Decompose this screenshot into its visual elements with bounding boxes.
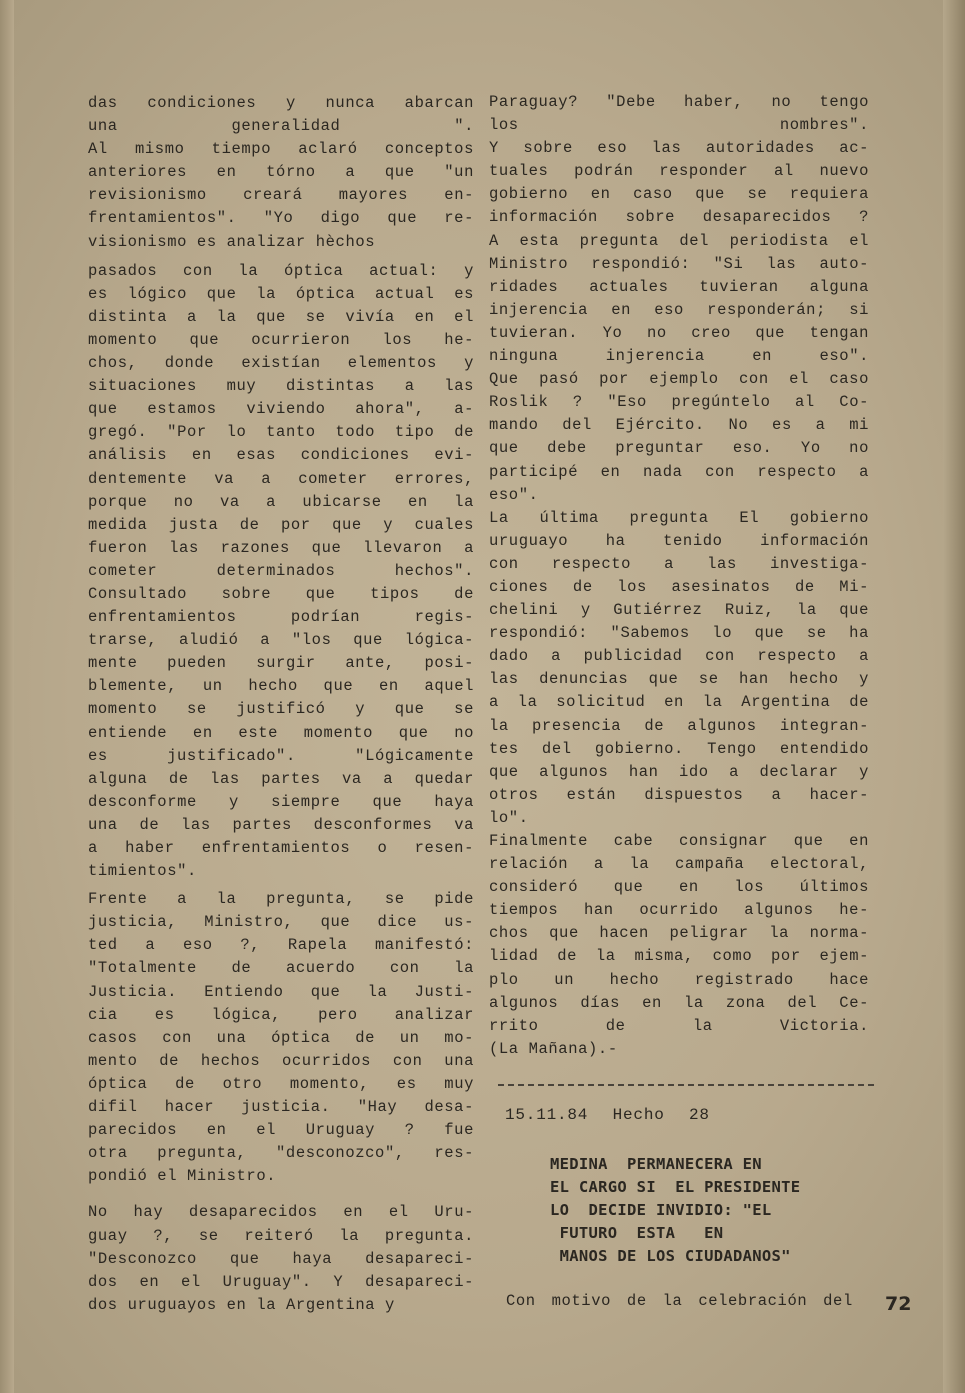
- text-line: análisis en esas condiciones evi-: [88, 446, 474, 465]
- text-line: justicia, Ministro, que dice us-: [88, 913, 474, 932]
- text-line: dos uruguayos en la Argentina y: [88, 1295, 395, 1314]
- text-line: blemente, un hecho que en aquel: [88, 677, 474, 696]
- text-line: pasados con la óptica actual: y: [88, 261, 474, 280]
- text-line: Frente a la pregunta, se pide: [88, 890, 474, 909]
- text-line: visionismo es analizar hèchos: [88, 232, 376, 251]
- text-line: No hay desaparecidos en el Uru-: [88, 1203, 474, 1222]
- headline-line: FUTURO ESTA EN: [550, 1224, 724, 1242]
- paragraph: [88, 888, 474, 1188]
- text-line: Roslik ? "Eso pregúntelo al Co-: [489, 393, 869, 412]
- text-line: situaciones muy distintas a las: [88, 377, 474, 396]
- article-intro: Con motivo de la celebración del: [506, 1292, 853, 1310]
- text-line: tiempos han ocurrido algunos he-: [489, 901, 869, 920]
- text-line: cia es lógica, pero analizar: [88, 1005, 474, 1024]
- paragraph: [88, 260, 474, 884]
- text-line: tes del gobierno. Tengo entendido: [489, 739, 869, 758]
- text-line: frentamientos". "Yo digo que re-: [88, 209, 474, 228]
- dateline: 15.11.84 Hecho 28: [505, 1106, 710, 1124]
- text-line: alguna de las partes va a quedar: [88, 769, 474, 788]
- text-line: otros están dispuestos a hacer-: [489, 785, 869, 804]
- text-line: parecidos en el Uruguay ? fue: [88, 1121, 474, 1140]
- text-line: Que pasó por ejemplo con el caso: [489, 370, 869, 389]
- text-line: Paraguay? "Debe haber, no tengo: [489, 93, 869, 111]
- text-line: anteriores en tórno a que "un: [88, 163, 474, 182]
- text-line: que estamos viviendo ahora", a-: [88, 400, 474, 419]
- text-line: es justificado". "Lógicamente: [88, 746, 474, 765]
- paragraph: [489, 91, 869, 1061]
- text-line: timientos".: [88, 862, 197, 881]
- text-line: medida justa de por que y cuales: [88, 515, 474, 534]
- text-line: dentemente va a cometer errores,: [88, 469, 474, 488]
- text-line: rrito de la Victoria.: [489, 1016, 869, 1035]
- right-column: [489, 91, 869, 1061]
- text-line: tuales podrán responder al nuevo: [489, 162, 869, 181]
- text-line: mando del Ejército. No es a mi: [489, 416, 869, 435]
- text-line: es lógico que la óptica actual es: [88, 284, 474, 303]
- headline-line: EL CARGO SI EL PRESIDENTE: [550, 1178, 801, 1196]
- text-line: (La Mañana).-: [489, 1039, 618, 1058]
- text-line: algunos días en la zona del Ce-: [489, 993, 869, 1012]
- text-line: las denuncias que se han hecho y: [489, 670, 869, 689]
- text-line: eso".: [489, 485, 539, 504]
- page-edge-left: [0, 0, 14, 1393]
- text-line: una generalidad ".: [88, 117, 474, 136]
- text-line: A esta pregunta del periodista el: [489, 231, 869, 250]
- text-line: relación a la campaña electoral,: [489, 855, 869, 874]
- text-line: ridades actuales tuvieran alguna: [489, 277, 869, 296]
- text-line: ciones de los asesinatos de Mi-: [489, 577, 869, 596]
- text-line: tuvieran. Yo no creo que tengan: [489, 323, 869, 342]
- text-line: cometer determinados hechos".: [88, 561, 474, 580]
- text-line: mente pueden surgir ante, posi-: [88, 654, 474, 673]
- page-edge-right: [943, 0, 965, 1393]
- text-line: momento que ocurrieron los he-: [88, 330, 474, 349]
- text-line: distinta a la que se vivía en el: [88, 307, 474, 326]
- text-line: injerencia en eso responderán; si: [489, 300, 869, 319]
- text-line: Al mismo tiempo aclaró conceptos: [88, 140, 474, 159]
- text-line: consideró que en los últimos: [489, 878, 869, 897]
- text-line: a la solicitud en la Argentina de: [489, 693, 869, 712]
- text-line: porque no va a ubicarse en la: [88, 492, 474, 511]
- text-line: casos con una óptica de un mo-: [88, 1028, 474, 1047]
- text-line: trarse, aludió a "los que lógica-: [88, 631, 474, 650]
- text-line: das condiciones y nunca abarcan: [88, 94, 474, 112]
- text-line: otra pregunta, "desconozco", res-: [88, 1144, 474, 1163]
- text-line: gobierno en caso que se requiera: [489, 185, 869, 204]
- text-line: uruguayo ha tenido información: [489, 531, 869, 550]
- text-line: enfrentamientos podrían regis-: [88, 608, 474, 627]
- text-line: respondió: "Sabemos lo que se ha: [489, 624, 869, 643]
- text-line: difil hacer justicia. "Hay desa-: [88, 1098, 474, 1117]
- text-line: una de las partes desconformes va: [88, 815, 474, 834]
- text-line: gregó. "Por lo tanto todo tipo de: [88, 423, 474, 442]
- text-line: óptica de otro momento, es muy: [88, 1074, 474, 1093]
- headline-line: MANOS DE LOS CIUDADANOS": [550, 1247, 791, 1265]
- paragraph: [88, 92, 474, 254]
- text-line: "Totalmente de acuerdo con la: [88, 959, 474, 978]
- text-line: Ministro respondió: "Si las auto-: [489, 254, 869, 273]
- text-line: chos que hacen peligrar la norma-: [489, 924, 869, 943]
- text-line: que algunos han ido a declarar y: [489, 762, 869, 781]
- text-line: ninguna injerencia en eso".: [489, 347, 869, 366]
- paragraph: [88, 1201, 474, 1316]
- text-line: Y sobre eso las autoridades ac-: [489, 139, 869, 158]
- text-line: desconforme y siempre que haya: [88, 792, 474, 811]
- text-line: plo un hecho registrado hace: [489, 970, 869, 989]
- text-line: chos, donde existían elementos y: [88, 354, 474, 373]
- text-line: dado a publicidad con respecto a: [489, 647, 869, 666]
- text-line: a haber enfrentamientos o resen-: [88, 839, 474, 857]
- headline: [550, 1153, 800, 1268]
- headline-line: MEDINA PERMANECERA EN: [550, 1155, 762, 1173]
- left-column: [88, 92, 474, 1317]
- text-line: entiende en este momento que no: [88, 723, 474, 742]
- text-line: "Desconozco que haya desapareci-: [88, 1249, 474, 1268]
- text-line: Consultado sobre que tipos de: [88, 584, 474, 603]
- text-line: Finalmente cabe consignar que en: [489, 832, 869, 850]
- text-line: que debe preguntar eso. Yo no: [489, 439, 869, 458]
- text-line: los nombres".: [489, 116, 869, 135]
- text-line: participé en nada con respecto a: [489, 462, 869, 481]
- dashed-separator: [498, 1084, 874, 1086]
- text-line: dos en el Uruguay". Y desapareci-: [88, 1272, 474, 1291]
- text-line: con respecto a las investiga-: [489, 554, 869, 573]
- text-line: momento se justificó y que se: [88, 700, 474, 719]
- text-line: información sobre desaparecidos ?: [489, 208, 869, 227]
- text-line: Justicia. Entiendo que la Justi-: [88, 982, 474, 1001]
- text-line: fueron las razones que llevaron a: [88, 538, 474, 557]
- text-line: guay ?, se reiteró la pregunta.: [88, 1226, 474, 1245]
- headline-line: LO DECIDE INVIDIO: "EL: [550, 1201, 772, 1219]
- text-line: lo".: [489, 808, 529, 827]
- page-number: 72: [885, 1293, 912, 1315]
- text-line: chelini y Gutiérrez Ruiz, la que: [489, 601, 869, 620]
- text-line: revisionismo creará mayores en-: [88, 186, 474, 205]
- text-line: lidad de la misma, como por ejem-: [489, 947, 869, 966]
- text-line: pondió el Ministro.: [88, 1167, 277, 1186]
- text-line: La última pregunta El gobierno: [489, 508, 869, 527]
- text-line: ted a eso ?, Rapela manifestó:: [88, 936, 474, 955]
- text-line: la presencia de algunos integran-: [489, 716, 869, 735]
- text-line: mento de hechos ocurridos con una: [88, 1051, 474, 1070]
